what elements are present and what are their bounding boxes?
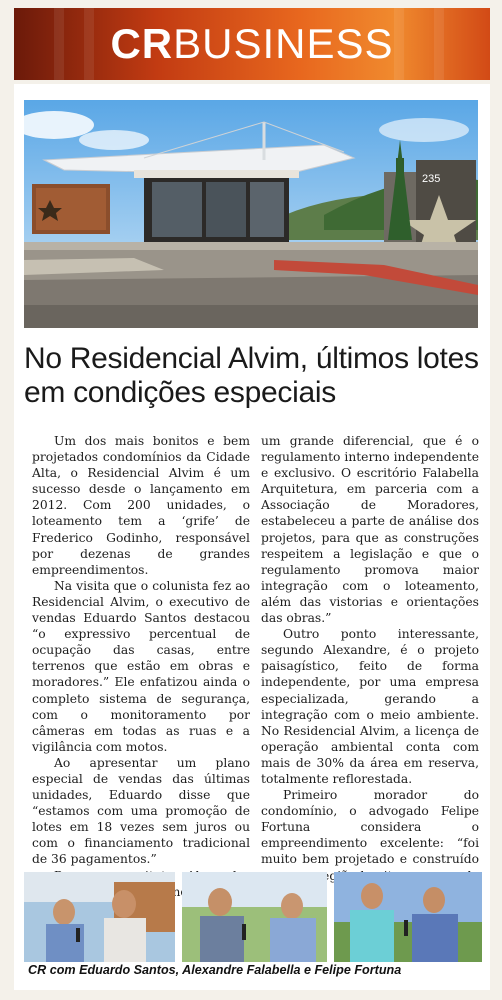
header-banner (14, 8, 490, 80)
photo-eduardo-santos (24, 872, 175, 962)
photo-alexandre-falabella (182, 872, 327, 962)
article-paragraph: Na visita que o colunista fez ao Residencial Alvim, o executivo de vendas Eduardo Santos destacou “o expressivo percentual de ocupação das casas, entre terrenos que estão em obras e moradores.” Ele enfatizou ainda o completo sistema de segurança, com o monitoramento por câmeras em todas as ruas e a vigilância com motos. (32, 578, 250, 754)
article-paragraph: Um dos mais bonitos e bem projetados condomínios da Cidade Alta, o Residencial Alvim é um sucesso desde o lançamento em 2012. Com 200 unidades, o loteamento tem a ‘grife’ de Frederico Godinho, responsável por dezenas de grandes empreendimentos. (32, 434, 250, 577)
article-paragraph: Ao apresentar um plano especial de vendas das últimas unidades, Eduardo disse que “estamos com uma promoção de lotes em 18 vezes sem juros ou com o financiamento tradicional de 36 pagamentos.” (32, 755, 250, 867)
main-photo (24, 100, 478, 328)
article-column-right (261, 433, 479, 900)
people-photo-illustration (334, 872, 482, 962)
article-page (14, 84, 490, 990)
column-title (14, 18, 490, 70)
column-title-business: BUSINESS (173, 20, 394, 67)
column-title-cr: CR (110, 20, 174, 67)
article-paragraph: um grande diferencial, que é o regulamento interno independente e exclusivo. O escritório Falabella Arquitetura, em parceria com a Associação de Moradores, estabeleceu a parte de análise dos projetos, para que as construções respeitem a legislação e que o regulamento promova maior integração com o loteamento, além das vistorias e orientações das obras.” (261, 434, 479, 626)
photo-sign-number: 235 (422, 173, 441, 185)
article-paragraph: Primeiro morador do condomínio, o advogado Felipe Fortuna considera o empreendimento excelente: “foi muito bem projetado e construído (261, 788, 479, 867)
article-column-left (32, 433, 250, 916)
article-paragraph: Outro ponto interessante, segundo Alexandre, é o projeto paisagístico, feito de forma independente, por uma empresa especializada, gerando a integração com o meio ambiente. No Residencial Alvim, a licença de operação ambiental conta com mais de 30% da área em reserva, totalmente reflorestada. (261, 627, 479, 786)
people-photo-illustration (182, 872, 327, 962)
article-headline: No Residencial Alvim, últimos lotes em condições especiais (24, 342, 479, 409)
photo-felipe-fortuna (334, 872, 482, 962)
people-photo-illustration (24, 872, 175, 962)
condominium-entrance-illustration (24, 100, 478, 328)
photo-caption: CR com Eduardo Santos, Alexandre Falabella e Felipe Fortuna (28, 963, 402, 977)
